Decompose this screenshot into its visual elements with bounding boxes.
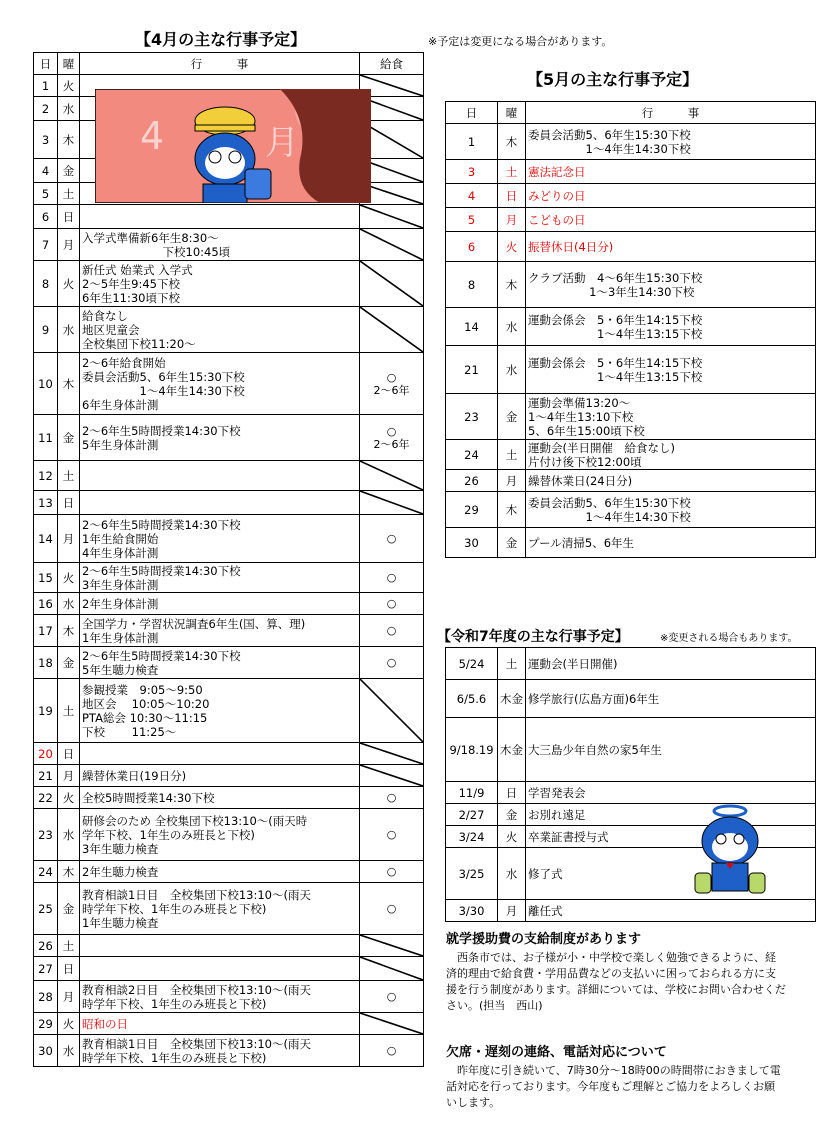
- april-lunch: [360, 261, 424, 307]
- april-day: 12: [34, 461, 58, 491]
- april-lunch: [360, 743, 424, 765]
- absence-section: [446, 1043, 786, 1111]
- april-event: 2年生聴力検査: [80, 861, 360, 883]
- april-day: 25: [34, 883, 58, 935]
- slash-mark: [360, 957, 423, 980]
- may-day: 4: [446, 184, 498, 208]
- absence-title: 欠席・遅刻の連絡、電話対応について: [446, 1045, 667, 1060]
- may-weekday: 土: [498, 440, 526, 470]
- may-row: [446, 470, 816, 492]
- slash-mark: [360, 935, 423, 956]
- april-weekday: 火: [58, 563, 80, 593]
- april-day: 28: [34, 981, 58, 1013]
- year-date: 11/9: [446, 782, 498, 804]
- may-event: 委員会活動5、6年生15:30下校 1～4年生14:30下校: [526, 124, 816, 160]
- may-header-event: 行 事: [526, 102, 816, 124]
- april-illustration: [95, 89, 371, 203]
- april-event: 全国学力・学習状況調査6年生(国、算、理) 1年生身体計測: [80, 615, 360, 647]
- april-weekday: 土: [58, 183, 80, 205]
- april-lunch: ○: [360, 647, 424, 679]
- april-event: 教育相談1日目 全校集団下校13:10～(雨天 時学年下校、1年生のみ班長と下校): [80, 1035, 360, 1067]
- april-weekday: 金: [58, 647, 80, 679]
- april-weekday: 火: [58, 75, 80, 97]
- may-row: [446, 184, 816, 208]
- april-event: 2～6年給食開始 委員会活動5、6年生15:30下校 1～4年生14:30下校 6年生身体計測: [80, 353, 360, 415]
- may-weekday: 土: [498, 160, 526, 184]
- april-row: [34, 307, 424, 353]
- may-day: 29: [446, 492, 498, 528]
- may-row: [446, 208, 816, 232]
- april-day: 4: [34, 159, 58, 183]
- slash-mark: [360, 307, 423, 352]
- header-weekday: 曜: [58, 53, 80, 75]
- may-row: [446, 492, 816, 528]
- year-date: 3/25: [446, 848, 498, 900]
- april-lunch: [360, 461, 424, 491]
- slash-mark: [360, 229, 423, 260]
- may-day: 5: [446, 208, 498, 232]
- may-event: 憲法記念日: [526, 160, 816, 184]
- may-weekday: 水: [498, 346, 526, 394]
- svg-text:月: 月: [265, 123, 299, 163]
- april-day: 2: [34, 97, 58, 121]
- may-row: [446, 440, 816, 470]
- may-title: 【5月の主な行事予定】: [527, 70, 699, 89]
- may-event: 運動会準備13:20～ 1～4年生13:10下校 5、6年生15:00頃下校: [526, 394, 816, 440]
- april-lunch: [360, 957, 424, 981]
- april-row: [34, 261, 424, 307]
- april-day: 13: [34, 491, 58, 515]
- april-lunch: ○: [360, 615, 424, 647]
- year-row: [446, 680, 816, 718]
- may-day: 6: [446, 232, 498, 262]
- april-title: 【4月の主な行事予定】: [135, 30, 307, 49]
- april-note: ※予定は変更になる場合があります。: [428, 35, 613, 48]
- may-event: 振替休日(4日分): [526, 232, 816, 262]
- year-row: [446, 900, 816, 922]
- mascot-illustration: [690, 803, 770, 897]
- may-day: 1: [446, 124, 498, 160]
- april-lunch: [360, 491, 424, 515]
- april-event: 教育相談2日目 全校集団下校13:10～(雨天 時学年下校、1年生のみ班長と下校): [80, 981, 360, 1013]
- may-event: みどりの日: [526, 184, 816, 208]
- april-lunch: [360, 935, 424, 957]
- year-weekday: 火: [498, 826, 526, 848]
- may-day: 30: [446, 528, 498, 558]
- april-row: [34, 765, 424, 787]
- april-row: [34, 743, 424, 765]
- aid-body: 西条市では、お子様が小・中学校で楽しく勉強できるように、経済的理由で給食費・学用品費などの支払いに困っておられる方に支援を行う制度があります。詳細については、学校にお問い合わせください。(担当 西山): [446, 951, 786, 1012]
- year-title: 【令和7年度の主な行事予定】: [437, 629, 629, 645]
- april-day: 20: [34, 743, 58, 765]
- april-day: 14: [34, 515, 58, 563]
- april-row: [34, 229, 424, 261]
- april-day: 26: [34, 935, 58, 957]
- may-event: 運動会係会 5・6年生14:15下校 1～4年生13:15下校: [526, 346, 816, 394]
- april-day: 23: [34, 809, 58, 861]
- april-event: [80, 935, 360, 957]
- april-day: 6: [34, 205, 58, 229]
- slash-mark: [360, 743, 423, 764]
- april-row: [34, 353, 424, 415]
- may-weekday: 月: [498, 208, 526, 232]
- april-row: [34, 1013, 424, 1035]
- april-weekday: 日: [58, 743, 80, 765]
- may-header-weekday: 曜: [498, 102, 526, 124]
- april-day: 18: [34, 647, 58, 679]
- year-row: [446, 718, 816, 782]
- april-day: 22: [34, 787, 58, 809]
- april-event: 2～6年生5時間授業14:30下校 5年生身体計測: [80, 415, 360, 461]
- april-weekday: 土: [58, 461, 80, 491]
- april-event: 繰替休業日(19日分): [80, 765, 360, 787]
- april-event: 2～6年生5時間授業14:30下校 1年生給食開始 4年生身体計測: [80, 515, 360, 563]
- april-weekday: 土: [58, 935, 80, 957]
- april-event: 2～6年生5時間授業14:30下校 5年生聴力検査: [80, 647, 360, 679]
- april-weekday: 水: [58, 809, 80, 861]
- may-event: プール清掃5、6年生: [526, 528, 816, 558]
- year-event: 卒業証書授与式: [526, 826, 816, 848]
- aid-title: 就学援助費の支給制度があります: [446, 932, 642, 947]
- april-day: 11: [34, 415, 58, 461]
- april-event: 昭和の日: [80, 1013, 360, 1035]
- april-event: [80, 743, 360, 765]
- may-day: 14: [446, 308, 498, 346]
- april-lunch: ○: [360, 883, 424, 935]
- year-row: [446, 782, 816, 804]
- april-day: 24: [34, 861, 58, 883]
- april-day: 16: [34, 593, 58, 615]
- may-event: こどもの日: [526, 208, 816, 232]
- april-day: 19: [34, 679, 58, 743]
- year-weekday: 月: [498, 900, 526, 922]
- april-lunch: [360, 307, 424, 353]
- year-event: 修了式: [526, 848, 816, 900]
- april-row: [34, 461, 424, 491]
- april-event: 新任式 始業式 入学式 2～5年生9:45下校 6年生11:30頃下校: [80, 261, 360, 307]
- april-weekday: 水: [58, 307, 80, 353]
- may-event: 委員会活動5、6年生15:30下校 1～4年生14:30下校: [526, 492, 816, 528]
- april-weekday: 木: [58, 121, 80, 159]
- may-event: 運動会係会 5・6年生14:15下校 1～4年生13:15下校: [526, 308, 816, 346]
- april-day: 21: [34, 765, 58, 787]
- april-weekday: 木: [58, 615, 80, 647]
- may-day: 26: [446, 470, 498, 492]
- april-day: 5: [34, 183, 58, 205]
- may-event: 繰替休業日(24日分): [526, 470, 816, 492]
- year-weekday: 木金: [498, 680, 526, 718]
- april-day: 1: [34, 75, 58, 97]
- year-event: 学習発表会: [526, 782, 816, 804]
- slash-mark: [360, 679, 423, 742]
- year-date: 3/24: [446, 826, 498, 848]
- may-day: 23: [446, 394, 498, 440]
- april-weekday: 金: [58, 159, 80, 183]
- april-row: [34, 935, 424, 957]
- year-date: 6/5.6: [446, 680, 498, 718]
- may-row: [446, 528, 816, 558]
- april-lunch: ○: [360, 809, 424, 861]
- april-lunch: ○: [360, 515, 424, 563]
- april-row: [34, 809, 424, 861]
- april-row: [34, 883, 424, 935]
- april-lunch: [360, 1013, 424, 1035]
- april-lunch: [360, 765, 424, 787]
- may-day: 3: [446, 160, 498, 184]
- year-event: お別れ遠足: [526, 804, 816, 826]
- april-row: [34, 861, 424, 883]
- april-row: [34, 205, 424, 229]
- april-day: 7: [34, 229, 58, 261]
- may-weekday: 日: [498, 184, 526, 208]
- year-weekday: 水: [498, 848, 526, 900]
- april-lunch: [360, 205, 424, 229]
- april-day: 29: [34, 1013, 58, 1035]
- year-note: ※変更される場合もあります。: [660, 633, 798, 644]
- april-row: [34, 1035, 424, 1067]
- may-row: [446, 308, 816, 346]
- april-weekday: 木: [58, 861, 80, 883]
- april-row: [34, 491, 424, 515]
- april-weekday: 月: [58, 981, 80, 1013]
- april-row: [34, 787, 424, 809]
- header-event: 行 事: [80, 53, 360, 75]
- may-event: 運動会(半日開催 給食なし) 片付け後下校12:00頃: [526, 440, 816, 470]
- year-weekday: 土: [498, 648, 526, 680]
- may-day: 8: [446, 262, 498, 308]
- may-header-day: 日: [446, 102, 498, 124]
- year-weekday: 日: [498, 782, 526, 804]
- may-row: [446, 394, 816, 440]
- april-day: 9: [34, 307, 58, 353]
- april-lunch: ○: [360, 1035, 424, 1067]
- april-event: 2年生身体計測: [80, 593, 360, 615]
- year-weekday: 木金: [498, 718, 526, 782]
- april-weekday: 水: [58, 593, 80, 615]
- april-day: 27: [34, 957, 58, 981]
- may-weekday: 金: [498, 528, 526, 558]
- april-row: [34, 957, 424, 981]
- slash-mark: [360, 1013, 423, 1034]
- april-lunch: [360, 229, 424, 261]
- slash-mark: [360, 205, 423, 228]
- may-weekday: 火: [498, 232, 526, 262]
- april-weekday: 土: [58, 679, 80, 743]
- april-event: 参観授業 9:05～9:50 地区会 10:05～10:20 PTA総会 10:30～11:15 下校 11:25～: [80, 679, 360, 743]
- april-weekday: 日: [58, 491, 80, 515]
- may-weekday: 木: [498, 262, 526, 308]
- may-row: [446, 124, 816, 160]
- slash-mark: [360, 261, 423, 306]
- year-date: 3/30: [446, 900, 498, 922]
- april-weekday: 木: [58, 353, 80, 415]
- april-event: [80, 957, 360, 981]
- april-weekday: 金: [58, 883, 80, 935]
- may-schedule-table: [445, 101, 816, 558]
- april-lunch: [360, 679, 424, 743]
- april-event: [80, 461, 360, 491]
- april-row: [34, 679, 424, 743]
- april-day: 30: [34, 1035, 58, 1067]
- april-lunch: ○ 2～6年: [360, 415, 424, 461]
- april-weekday: 水: [58, 1035, 80, 1067]
- april-day: 15: [34, 563, 58, 593]
- may-day: 21: [446, 346, 498, 394]
- slash-mark: [360, 491, 423, 514]
- svg-text:4: 4: [140, 114, 165, 158]
- april-weekday: 金: [58, 415, 80, 461]
- april-weekday: 月: [58, 229, 80, 261]
- april-event: 研修会のため 全校集団下校13:10～(雨天時 学年下校、1年生のみ班長と下校) 3年生聴力検査: [80, 809, 360, 861]
- april-weekday: 月: [58, 515, 80, 563]
- april-event: 全校5時間授業14:30下校: [80, 787, 360, 809]
- april-weekday: 火: [58, 1013, 80, 1035]
- may-row: [446, 346, 816, 394]
- slash-mark: [360, 461, 423, 490]
- april-event: [80, 205, 360, 229]
- year-date: 2/27: [446, 804, 498, 826]
- april-lunch: ○: [360, 593, 424, 615]
- header-lunch: 給食: [360, 53, 424, 75]
- april-lunch: ○ 2～6年: [360, 353, 424, 415]
- april-weekday: 日: [58, 205, 80, 229]
- year-date: 9/18.19: [446, 718, 498, 782]
- april-day: 8: [34, 261, 58, 307]
- april-lunch: ○: [360, 861, 424, 883]
- may-weekday: 金: [498, 394, 526, 440]
- may-row: [446, 160, 816, 184]
- april-weekday: 水: [58, 97, 80, 121]
- april-event: [80, 491, 360, 515]
- year-weekday: 金: [498, 804, 526, 826]
- may-weekday: 木: [498, 124, 526, 160]
- april-weekday: 月: [58, 765, 80, 787]
- aid-section: [446, 930, 786, 1014]
- absence-body: 昨年度に引き続いて、7時30分～18時00の時間帯におきまして電話対応を行っております。今年度もご理解とご協力をよろしくお願いします。: [446, 1064, 781, 1109]
- april-event: 2～6年生5時間授業14:30下校 3年生身体計測: [80, 563, 360, 593]
- april-row: [34, 647, 424, 679]
- april-day: 3: [34, 121, 58, 159]
- april-row: [34, 563, 424, 593]
- year-row: [446, 648, 816, 680]
- header-day: 日: [34, 53, 58, 75]
- april-lunch: ○: [360, 787, 424, 809]
- may-weekday: 木: [498, 492, 526, 528]
- april-weekday: 火: [58, 787, 80, 809]
- april-weekday: 火: [58, 261, 80, 307]
- april-row: [34, 615, 424, 647]
- may-event: クラブ活動 4～6年生15:30下校 1～3年生14:30下校: [526, 262, 816, 308]
- may-row: [446, 232, 816, 262]
- april-row: [34, 593, 424, 615]
- year-event: 大三島少年自然の家5年生: [526, 718, 816, 782]
- may-weekday: 水: [498, 308, 526, 346]
- year-date: 5/24: [446, 648, 498, 680]
- april-weekday: 日: [58, 957, 80, 981]
- april-event: 教育相談1日目 全校集団下校13:10～(雨天 時学年下校、1年生のみ班長と下校) 1年生聴力検査: [80, 883, 360, 935]
- april-event: 入学式準備新6年生8:30～ 下校10:45頃: [80, 229, 360, 261]
- april-row: [34, 415, 424, 461]
- year-event: 修学旅行(広島方面)6年生: [526, 680, 816, 718]
- april-day: 10: [34, 353, 58, 415]
- april-lunch: ○: [360, 981, 424, 1013]
- april-row: [34, 515, 424, 563]
- april-lunch: ○: [360, 563, 424, 593]
- april-schedule-table: [33, 52, 424, 1067]
- may-weekday: 月: [498, 470, 526, 492]
- year-event: 運動会(半日開催): [526, 648, 816, 680]
- april-day: 17: [34, 615, 58, 647]
- may-day: 24: [446, 440, 498, 470]
- april-event: 給食なし 地区児童会 全校集団下校11:20～: [80, 307, 360, 353]
- slash-mark: [360, 765, 423, 786]
- may-row: [446, 262, 816, 308]
- year-event: 離任式: [526, 900, 816, 922]
- april-row: [34, 981, 424, 1013]
